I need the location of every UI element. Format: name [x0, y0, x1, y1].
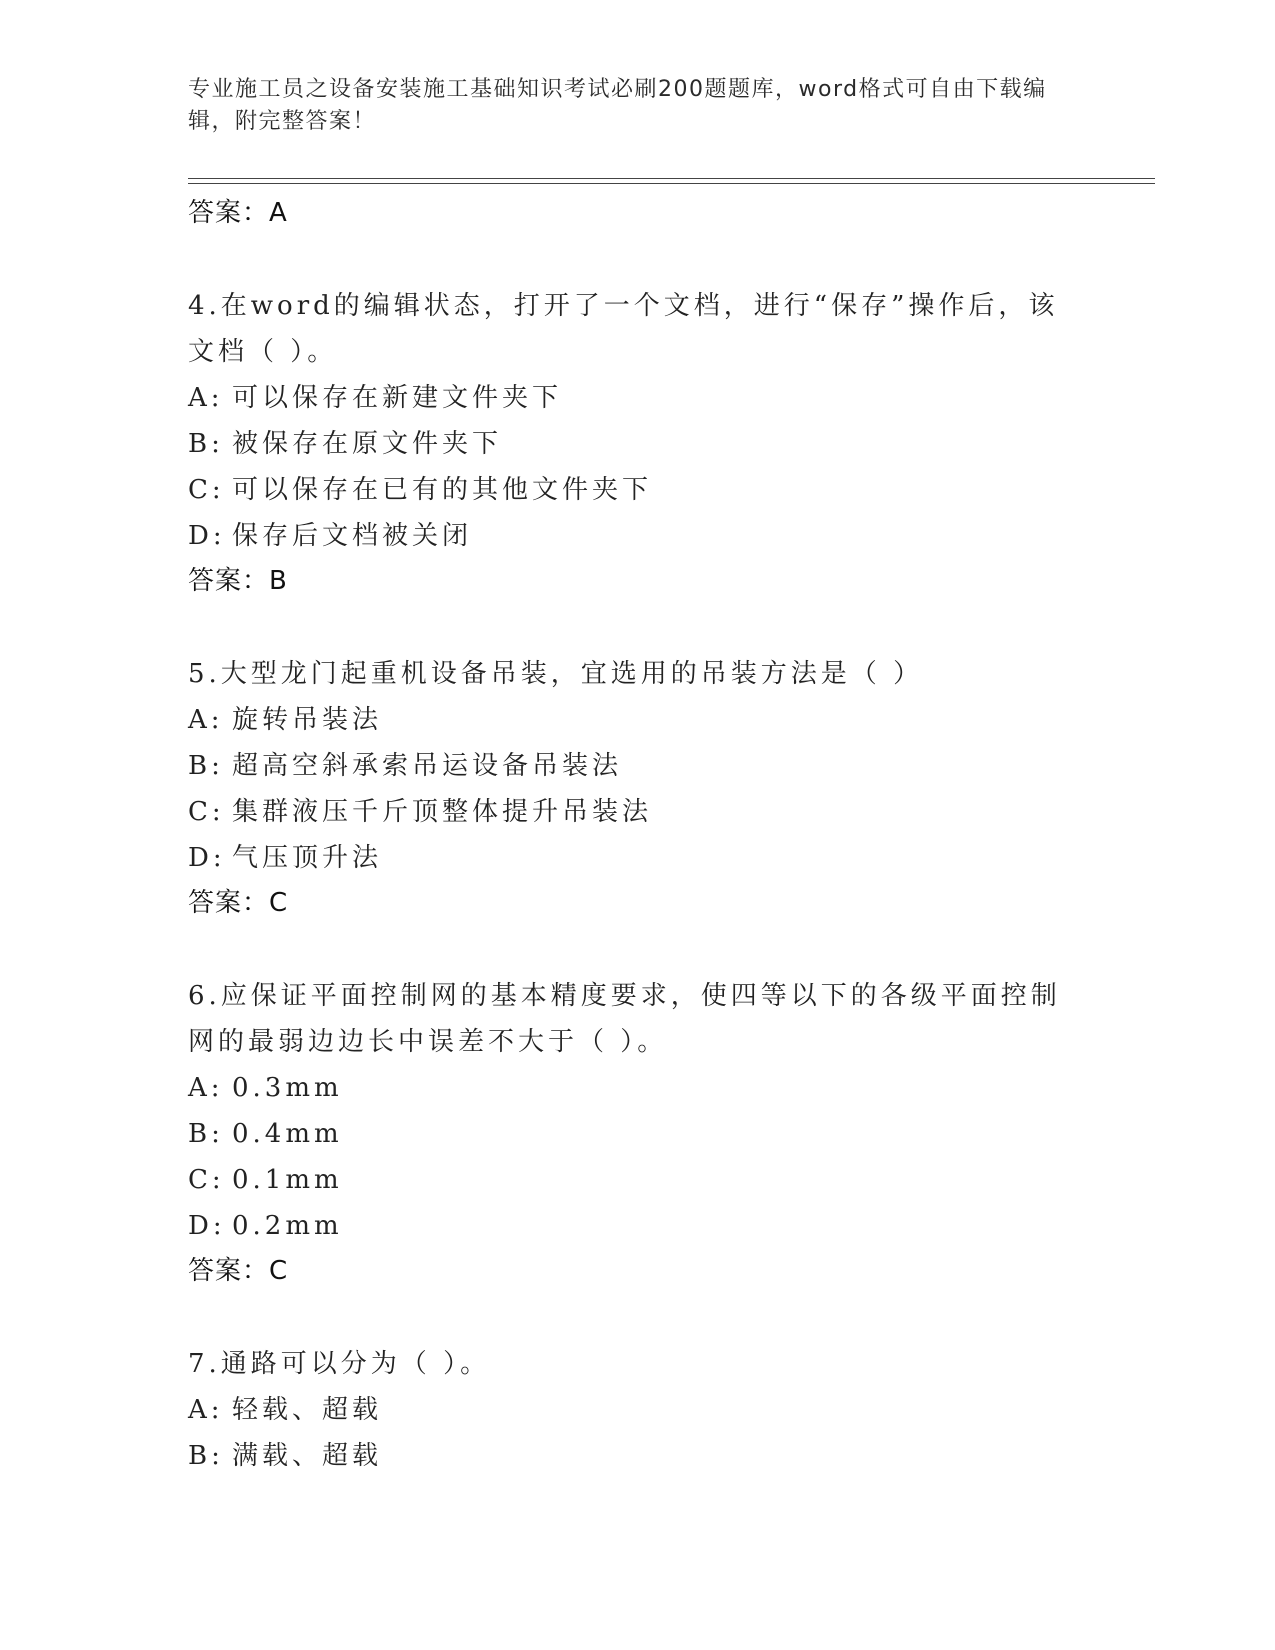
option-c — [188, 789, 1088, 835]
option-text: 可以保存在新建文件夹下 — [232, 383, 563, 413]
option-letter: A: — [188, 383, 224, 413]
option-letter: B: — [188, 1441, 224, 1471]
question-block — [188, 1341, 1088, 1479]
answer-line: 答案：B — [188, 566, 288, 596]
option-text: 气压顶升法 — [232, 843, 383, 873]
option-letter: A: — [188, 705, 224, 735]
option-text: 集群液压千斤顶整体提升吊装法 — [232, 797, 653, 827]
option-text: 可以保存在已有的其他文件夹下 — [232, 475, 653, 505]
option-letter: C: — [188, 1165, 225, 1195]
option-text: 旋转吊装法 — [232, 705, 383, 735]
document-header: 专业施工员之设备安装施工基础知识考试必刷200题题库，word格式可自由下载编辑，附完整答案！ — [188, 77, 1047, 134]
question-text: 7.通路可以分为（ ）。 — [188, 1349, 491, 1379]
option-d — [188, 835, 1088, 881]
question-text: 6.应保证平面控制网的基本精度要求，使四等以下的各级平面控制网的最弱边边长中误差不大于（ ）。 — [188, 981, 1061, 1057]
header-divider-line-2 — [188, 183, 1155, 184]
option-text: 轻载、超载 — [232, 1395, 383, 1425]
question-block — [188, 283, 1088, 603]
question-list — [188, 191, 1088, 1479]
question-text: 5.大型龙门起重机设备吊装，宜选用的吊装方法是（ ） — [188, 659, 924, 689]
option-b — [188, 421, 1088, 467]
option-text: 0.1mm — [232, 1165, 343, 1195]
option-text: 超高空斜承索吊运设备吊装法 — [232, 751, 623, 781]
answer-line: 答案：C — [188, 888, 289, 918]
option-letter: D: — [188, 843, 226, 873]
option-letter: C: — [188, 475, 225, 505]
option-letter: B: — [188, 429, 224, 459]
question-text: 4.在word的编辑状态，打开了一个文档，进行“保存”操作后，该文档（ ）。 — [188, 291, 1059, 367]
answer-line: 答案：C — [188, 1256, 289, 1286]
option-text: 0.4mm — [232, 1119, 343, 1149]
header-divider-line — [188, 178, 1155, 179]
option-a — [188, 697, 1088, 743]
option-letter: D: — [188, 521, 226, 551]
option-a — [188, 1387, 1088, 1433]
option-letter: B: — [188, 1119, 224, 1149]
answer-line: 答案：A — [188, 198, 288, 228]
option-text: 被保存在原文件夹下 — [232, 429, 503, 459]
option-d — [188, 513, 1088, 559]
option-text: 满载、超载 — [232, 1441, 383, 1471]
option-letter: A: — [188, 1395, 224, 1425]
option-letter: A: — [188, 1073, 224, 1103]
option-d — [188, 1203, 1088, 1249]
option-a — [188, 375, 1088, 421]
option-b — [188, 1111, 1088, 1157]
option-c — [188, 467, 1088, 513]
option-letter: D: — [188, 1211, 226, 1241]
option-text: 0.2mm — [232, 1211, 343, 1241]
option-a — [188, 1065, 1088, 1111]
option-letter: B: — [188, 751, 224, 781]
option-b — [188, 1433, 1088, 1479]
question-block — [188, 651, 1088, 925]
option-c — [188, 1157, 1088, 1203]
option-text: 0.3mm — [232, 1073, 343, 1103]
question-block — [188, 973, 1088, 1293]
option-letter: C: — [188, 797, 225, 827]
option-text: 保存后文档被关闭 — [232, 521, 473, 551]
option-b — [188, 743, 1088, 789]
